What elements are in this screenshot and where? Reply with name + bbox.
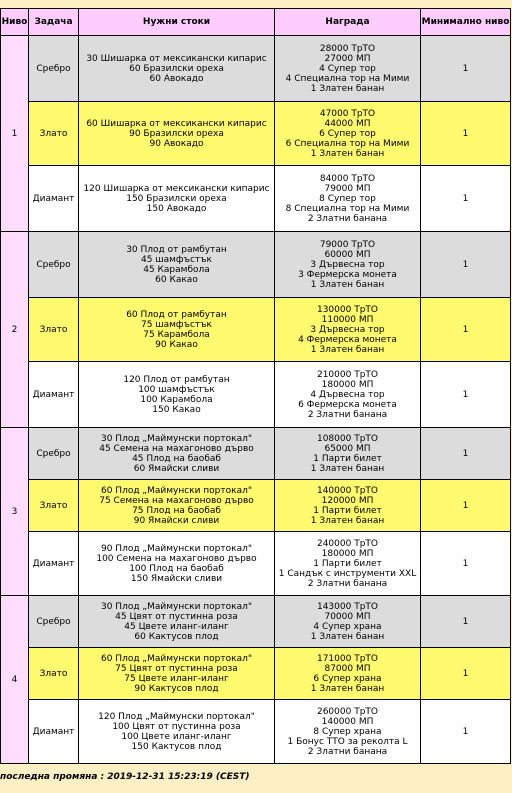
table-row bbox=[1, 700, 511, 764]
reward-item: 1 Парти билет bbox=[313, 453, 382, 464]
reward-item: 1 Златен банан bbox=[310, 683, 385, 694]
goods-item: 75 шамфъстък bbox=[141, 319, 212, 330]
task-cell: Злато bbox=[29, 298, 79, 362]
reward-item: 6 Специална тор на Мими bbox=[285, 138, 410, 149]
reward-item: 84000 ТрТО bbox=[319, 173, 376, 184]
reward-item: 6 Фермерска монета bbox=[298, 399, 397, 410]
goods-item: 100 шамфъстък bbox=[138, 384, 215, 395]
reward-item: 70000 МП bbox=[324, 611, 371, 622]
task-cell: Диамант bbox=[29, 166, 79, 232]
goods-item: 100 Цвете иланг-иланг bbox=[121, 731, 232, 742]
reward-cell bbox=[275, 596, 421, 648]
reward-item: 120000 МП bbox=[321, 495, 374, 506]
goods-item: 60 Плод „Маймунски портокал" bbox=[100, 485, 252, 496]
reward-cell bbox=[275, 298, 421, 362]
reward-item: 1 Златен банан bbox=[310, 83, 385, 94]
goods-item: 60 Кактусов плод bbox=[134, 631, 219, 642]
reward-item: 2 Златни банана bbox=[307, 746, 388, 757]
goods-item: 30 Плод „Маймунски портокал" bbox=[100, 601, 252, 612]
reward-item: 1 Златен банан bbox=[310, 148, 385, 159]
reward-cell bbox=[275, 532, 421, 596]
reward-item: 4 Дървесна тор bbox=[310, 389, 385, 400]
goods-item: 150 Кактусов плод bbox=[131, 741, 222, 752]
table-row bbox=[1, 298, 511, 362]
table-row bbox=[1, 362, 511, 428]
goods-cell bbox=[79, 232, 275, 298]
reward-item: 1 Златен банан bbox=[310, 515, 385, 526]
goods-cell bbox=[79, 648, 275, 700]
reward-item: 1 Златен банан bbox=[310, 344, 385, 355]
reward-item: 3 Дървесна тор bbox=[310, 324, 385, 335]
goods-cell bbox=[79, 700, 275, 764]
min-level-cell: 1 bbox=[421, 596, 511, 648]
reward-item: 1 Парти билет bbox=[313, 505, 382, 516]
task-cell: Злато bbox=[29, 648, 79, 700]
reward-item: 79000 МП bbox=[324, 183, 371, 194]
reward-item: 1 Златен банан bbox=[310, 463, 385, 474]
min-level-cell: 1 bbox=[421, 362, 511, 428]
goods-item: 150 Авокадо bbox=[146, 203, 207, 214]
min-level-cell: 1 bbox=[421, 232, 511, 298]
header-row bbox=[1, 9, 511, 36]
table-row bbox=[1, 36, 511, 102]
reward-cell bbox=[275, 648, 421, 700]
goods-item: 75 Плод на баобаб bbox=[132, 505, 221, 516]
goods-item: 60 Авокадо bbox=[149, 73, 204, 84]
goods-item: 60 Какао bbox=[155, 274, 198, 285]
goods-item: 100 Цвят от пустинна роза bbox=[112, 721, 241, 732]
task-cell: Диамант bbox=[29, 700, 79, 764]
reward-item: 27000 МП bbox=[324, 53, 371, 64]
reward-item: 3 Дървесна тор bbox=[310, 259, 385, 270]
reward-item: 1 Сандък с инструменти XXL bbox=[278, 568, 417, 579]
goods-item: 45 Плод на баобаб bbox=[132, 453, 221, 464]
goods-cell bbox=[79, 102, 275, 166]
goods-item: 75 Карамбола bbox=[143, 329, 210, 340]
goods-item: 90 Кактусов плод bbox=[134, 683, 219, 694]
goods-item: 30 Шишарка от мексикански кипарис bbox=[86, 53, 267, 64]
goods-item: 100 Семена на махагоново дърво bbox=[96, 553, 257, 564]
goods-item: 90 Ямайски сливи bbox=[133, 515, 220, 526]
goods-item: 45 Цвят от пустинна роза bbox=[115, 611, 238, 622]
goods-item: 90 Бразилски ореха bbox=[129, 128, 224, 139]
reward-cell bbox=[275, 102, 421, 166]
table-row bbox=[1, 648, 511, 700]
min-level-cell: 1 bbox=[421, 480, 511, 532]
reward-item: 87000 МП bbox=[324, 663, 371, 674]
goods-item: 100 Карамбола bbox=[140, 394, 213, 405]
reward-item: 1 Парти билет bbox=[313, 558, 382, 569]
reward-item: 3 Фермерска монета bbox=[298, 269, 397, 280]
table-body bbox=[1, 36, 511, 764]
min-level-cell: 1 bbox=[421, 700, 511, 764]
reward-item: 8 Супер храна bbox=[313, 726, 382, 737]
reward-item: 79000 ТрТО bbox=[319, 239, 376, 250]
reward-item: 60000 МП bbox=[324, 249, 371, 260]
goods-item: 120 Плод „Маймунски портокал" bbox=[98, 711, 255, 722]
reward-item: 4 Специална тор на Мими bbox=[285, 73, 410, 84]
header-min-level: Минимално ниво bbox=[421, 9, 511, 36]
header-task: Задача bbox=[29, 9, 79, 36]
quest-table bbox=[0, 8, 511, 764]
reward-item: 4 Супер тор bbox=[319, 63, 376, 74]
goods-cell bbox=[79, 362, 275, 428]
reward-item: 8 Супер тор bbox=[319, 193, 376, 204]
goods-cell bbox=[79, 532, 275, 596]
reward-item: 171000 ТрТО bbox=[316, 653, 378, 664]
reward-cell bbox=[275, 362, 421, 428]
goods-cell bbox=[79, 36, 275, 102]
reward-item: 28000 ТрТО bbox=[319, 43, 376, 54]
goods-item: 75 Цвят от пустинна роза bbox=[115, 663, 238, 674]
goods-item: 45 Семена на махагоново дърво bbox=[99, 443, 254, 454]
task-cell: Злато bbox=[29, 480, 79, 532]
goods-cell bbox=[79, 428, 275, 480]
goods-item: 100 Плод на баобаб bbox=[129, 563, 224, 574]
reward-item: 4 Фермерска монета bbox=[298, 334, 397, 345]
reward-item: 2 Златни банана bbox=[307, 213, 388, 224]
reward-item: 65000 МП bbox=[324, 443, 371, 454]
min-level-cell: 1 bbox=[421, 532, 511, 596]
table-row bbox=[1, 232, 511, 298]
reward-item: 143000 ТрТО bbox=[316, 601, 378, 612]
reward-item: 240000 ТрТО bbox=[316, 538, 378, 549]
reward-item: 47000 ТрТО bbox=[319, 108, 376, 119]
goods-item: 45 Карамбола bbox=[143, 264, 210, 275]
goods-item: 60 Бразилски ореха bbox=[129, 63, 224, 74]
min-level-cell: 1 bbox=[421, 102, 511, 166]
goods-item: 60 Ямайски сливи bbox=[133, 463, 220, 474]
last-modified: последна промяна : 2019-12-31 15:23:19 (CEST) bbox=[0, 772, 250, 782]
goods-cell bbox=[79, 480, 275, 532]
reward-cell bbox=[275, 480, 421, 532]
reward-cell bbox=[275, 428, 421, 480]
goods-item: 45 Цвете иланг-иланг bbox=[124, 621, 229, 632]
reward-item: 1 Златен банан bbox=[310, 631, 385, 642]
level-cell: 3 bbox=[1, 428, 29, 596]
reward-item: 210000 ТрТО bbox=[316, 369, 378, 380]
reward-item: 1 Бонус ТТО за реколта L bbox=[287, 736, 408, 747]
reward-item: 2 Златни банана bbox=[307, 578, 388, 589]
goods-item: 90 Плод „Маймунски портокал" bbox=[100, 543, 252, 554]
reward-item: 1 Златен банан bbox=[310, 279, 385, 290]
goods-item: 75 Семена на махагоново дърво bbox=[99, 495, 254, 506]
reward-item: 180000 МП bbox=[321, 548, 374, 559]
table-row bbox=[1, 102, 511, 166]
goods-item: 45 шамфъстък bbox=[141, 254, 212, 265]
goods-item: 120 Плод от рамбутан bbox=[123, 374, 230, 385]
reward-cell bbox=[275, 700, 421, 764]
task-cell: Сребро bbox=[29, 428, 79, 480]
goods-item: 60 Плод от рамбутан bbox=[126, 309, 227, 320]
goods-item: 60 Плод „Маймунски портокал" bbox=[100, 653, 252, 664]
goods-item: 60 Шишарка от мексикански кипарис bbox=[86, 118, 267, 129]
goods-item: 30 Плод от рамбутан bbox=[126, 244, 227, 255]
table-row bbox=[1, 596, 511, 648]
task-cell: Сребро bbox=[29, 232, 79, 298]
task-cell: Сребро bbox=[29, 36, 79, 102]
reward-cell bbox=[275, 232, 421, 298]
goods-cell bbox=[79, 596, 275, 648]
min-level-cell: 1 bbox=[421, 36, 511, 102]
task-cell: Диамант bbox=[29, 362, 79, 428]
reward-item: 140000 ТрТО bbox=[316, 485, 378, 496]
task-cell: Сребро bbox=[29, 596, 79, 648]
level-cell: 4 bbox=[1, 596, 29, 764]
goods-item: 30 Плод „Маймунски портокал" bbox=[100, 433, 252, 444]
reward-item: 180000 МП bbox=[321, 379, 374, 390]
goods-item: 75 Цвете иланг-иланг bbox=[124, 673, 229, 684]
reward-item: 6 Супер храна bbox=[313, 673, 382, 684]
reward-cell bbox=[275, 166, 421, 232]
task-cell: Диамант bbox=[29, 532, 79, 596]
reward-item: 8 Специална тор на Мими bbox=[285, 203, 410, 214]
goods-item: 150 Ямайски сливи bbox=[130, 573, 223, 584]
reward-item: 110000 МП bbox=[321, 314, 374, 325]
goods-cell bbox=[79, 298, 275, 362]
min-level-cell: 1 bbox=[421, 428, 511, 480]
reward-item: 108000 ТрТО bbox=[316, 433, 378, 444]
reward-item: 4 Супер храна bbox=[313, 621, 382, 632]
table-row bbox=[1, 428, 511, 480]
level-cell: 1 bbox=[1, 36, 29, 232]
reward-item: 44000 МП bbox=[324, 118, 371, 129]
table-row bbox=[1, 166, 511, 232]
goods-item: 90 Авокадо bbox=[149, 138, 204, 149]
reward-item: 140000 МП bbox=[321, 716, 374, 727]
min-level-cell: 1 bbox=[421, 298, 511, 362]
goods-item: 120 Шишарка от мексикански кипарис bbox=[83, 183, 270, 194]
min-level-cell: 1 bbox=[421, 648, 511, 700]
goods-item: 150 Какао bbox=[152, 404, 201, 415]
reward-item: 6 Супер тор bbox=[319, 128, 376, 139]
reward-item: 130000 ТрТО bbox=[316, 304, 378, 315]
goods-item: 150 Бразилски ореха bbox=[126, 193, 227, 204]
min-level-cell: 1 bbox=[421, 166, 511, 232]
header-level: Ниво bbox=[1, 9, 29, 36]
table-row bbox=[1, 480, 511, 532]
task-cell: Злато bbox=[29, 102, 79, 166]
goods-cell bbox=[79, 166, 275, 232]
header-reward: Награда bbox=[275, 9, 421, 36]
reward-cell bbox=[275, 36, 421, 102]
goods-item: 90 Какао bbox=[155, 339, 198, 350]
level-cell: 2 bbox=[1, 232, 29, 428]
table-row bbox=[1, 532, 511, 596]
header-goods: Нужни стоки bbox=[79, 9, 275, 36]
reward-item: 260000 ТрТО bbox=[316, 706, 378, 717]
reward-item: 2 Златни банана bbox=[307, 409, 388, 420]
